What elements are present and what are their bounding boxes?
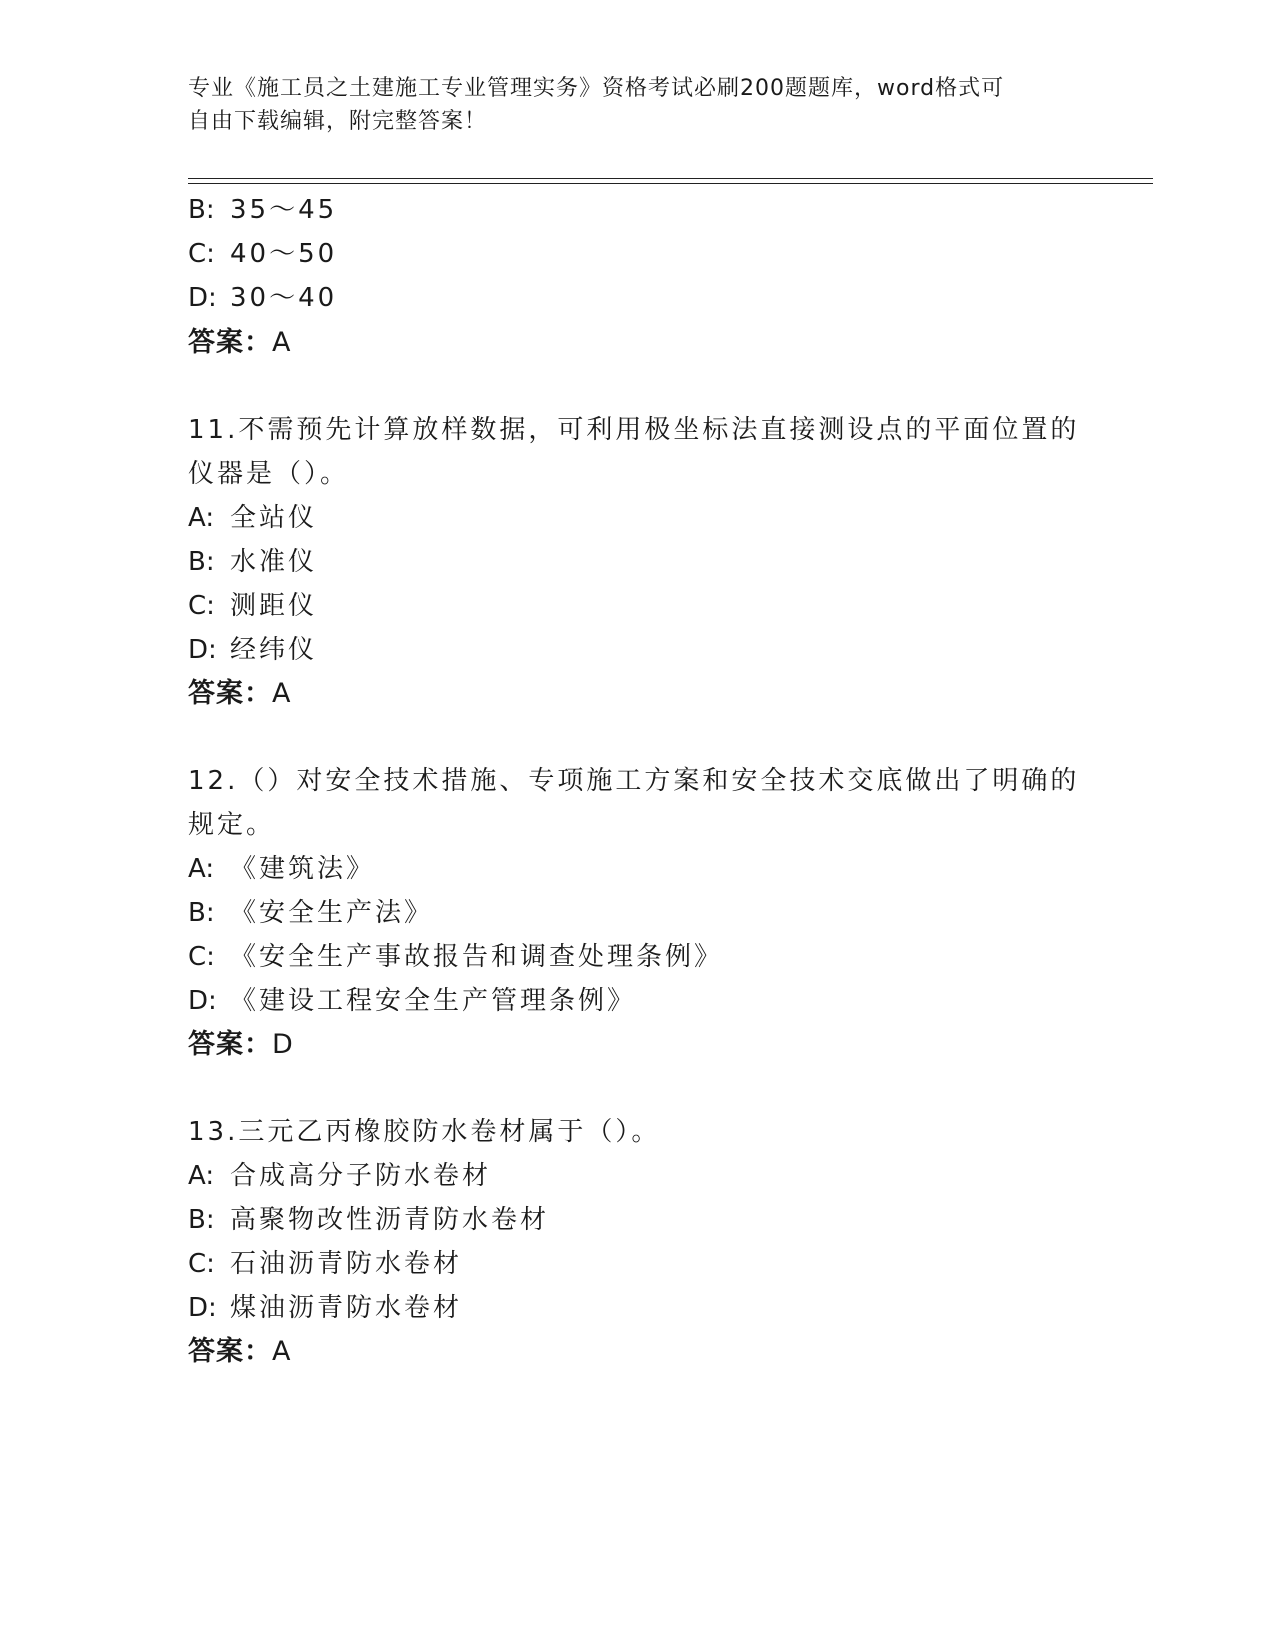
prev-option-c <box>188 237 337 271</box>
option-text: 测距仪 <box>230 591 318 621</box>
answer-label: 答案： <box>188 327 272 358</box>
option-text: 石油沥青防水卷材 <box>230 1249 463 1279</box>
answer-value: A <box>272 327 292 358</box>
q11-stem-line-2: 仪器是（）。 <box>188 459 350 489</box>
document-header <box>188 72 1088 138</box>
q12-answer <box>188 1028 294 1062</box>
option-letter: A: <box>188 503 215 533</box>
option-letter: D: <box>188 283 217 313</box>
prev-option-d <box>188 281 337 315</box>
q11-option-c <box>188 589 317 623</box>
answer-value: A <box>272 1336 292 1367</box>
option-text: 40～50 <box>230 239 338 269</box>
option-text: 《安全生产法》 <box>230 898 434 928</box>
option-letter: B: <box>188 195 215 225</box>
option-text: 30～40 <box>230 283 338 313</box>
q12-option-d <box>188 984 636 1018</box>
q13-option-d <box>188 1291 462 1325</box>
option-letter: B: <box>188 547 215 577</box>
q12-option-a <box>188 852 375 886</box>
q13-option-c <box>188 1247 462 1281</box>
option-letter: C: <box>188 239 215 269</box>
q13-option-b <box>188 1203 549 1237</box>
header-line-2: 自由下载编辑，附完整答案！ <box>188 109 488 134</box>
q11-stem-line-1: 11.不需预先计算放样数据，可利用极坐标法直接测设点的平面位置的 <box>188 415 1080 445</box>
option-letter: C: <box>188 942 215 972</box>
answer-value: D <box>272 1029 294 1060</box>
option-text: 合成高分子防水卷材 <box>230 1161 492 1191</box>
answer-label: 答案： <box>188 678 272 709</box>
option-letter: C: <box>188 591 215 621</box>
option-letter: B: <box>188 898 215 928</box>
option-letter: A: <box>188 1161 215 1191</box>
q12-stem-line-2: 规定。 <box>188 810 276 840</box>
option-letter: B: <box>188 1205 215 1235</box>
option-letter: C: <box>188 1249 215 1279</box>
answer-label: 答案： <box>188 1336 272 1367</box>
option-letter: D: <box>188 635 217 665</box>
option-text: 经纬仪 <box>230 635 318 665</box>
q11-option-b <box>188 545 317 579</box>
option-text: 高聚物改性沥青防水卷材 <box>230 1205 550 1235</box>
header-line-1: 专业《施工员之土建施工专业管理实务》资格考试必刷200题题库，word格式可 <box>188 76 1005 101</box>
q11-answer <box>188 677 291 711</box>
q13-stem-line-1: 13.三元乙丙橡胶防水卷材属于（）。 <box>188 1117 661 1147</box>
header-divider-top <box>188 178 1153 179</box>
answer-label: 答案： <box>188 1029 272 1060</box>
option-text: 35～45 <box>230 195 338 225</box>
prev-option-b <box>188 193 337 227</box>
option-letter: D: <box>188 1293 217 1323</box>
option-letter: D: <box>188 986 217 1016</box>
option-text: 《建筑法》 <box>230 854 376 884</box>
option-text: 水准仪 <box>230 547 318 577</box>
option-text: 《安全生产事故报告和调查处理条例》 <box>230 942 724 972</box>
q12-stem-line-1: 12.（）对安全技术措施、专项施工方案和安全技术交底做出了明确的 <box>188 766 1080 796</box>
header-divider-bottom <box>188 183 1153 184</box>
q12-option-c <box>188 940 723 974</box>
q12-option-b <box>188 896 433 930</box>
q13-option-a <box>188 1159 491 1193</box>
q11-option-d <box>188 633 317 667</box>
prev-answer <box>188 326 291 360</box>
q11-option-a <box>188 501 317 535</box>
option-text: 煤油沥青防水卷材 <box>230 1293 463 1323</box>
q13-answer <box>188 1335 291 1369</box>
option-text: 《建设工程安全生产管理条例》 <box>230 986 637 1016</box>
option-letter: A: <box>188 854 215 884</box>
answer-value: A <box>272 678 292 709</box>
option-text: 全站仪 <box>230 503 318 533</box>
